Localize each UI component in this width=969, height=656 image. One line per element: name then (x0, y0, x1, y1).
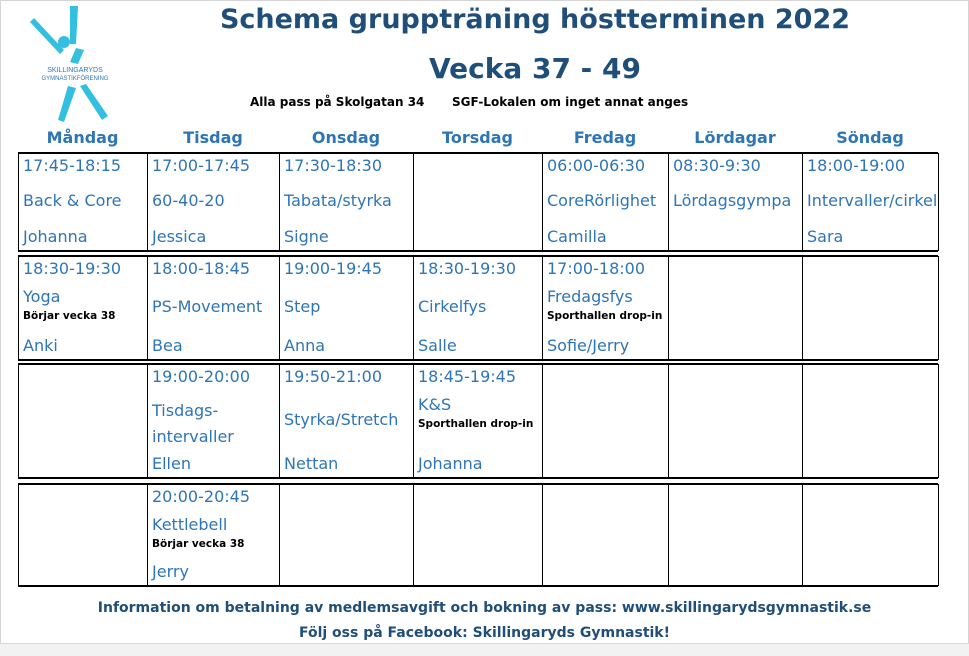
session-time: 18:45-19:45 (418, 367, 516, 386)
session-activity: Lördagsgympa (673, 191, 792, 210)
session-activity: Step (284, 297, 321, 316)
session-time: 18:30-19:30 (23, 259, 121, 278)
schedule-cell (279, 256, 413, 360)
session-time: 17:00-18:00 (547, 259, 645, 278)
session-note: Sporthallen drop-in (418, 418, 534, 430)
session-activity: Styrka/Stretch (284, 410, 399, 429)
row-1-col-border-7 (938, 256, 939, 360)
row-0-col-border-3 (413, 153, 414, 251)
session-time: 18:00-19:00 (807, 156, 905, 175)
club-logo (20, 4, 130, 124)
row-0-col-border-7 (938, 153, 939, 251)
session-activity: Tabata/styrka (284, 191, 392, 210)
row-2-col-border-5 (668, 364, 669, 478)
location-note: SGF-Lokalen om inget annat anges (452, 95, 689, 109)
day-header-5: Lördagar (694, 128, 776, 147)
session-time: 18:30-19:30 (418, 259, 516, 278)
row-3-col-border-4 (542, 484, 543, 586)
schedule-cell (279, 153, 413, 251)
row-2-col-border-6 (802, 364, 803, 478)
day-header-3: Torsdag (442, 128, 513, 147)
session-activity: Yoga (23, 287, 61, 306)
session-instructor: Bea (152, 336, 183, 355)
schedule-cell (147, 484, 279, 586)
session-instructor: Salle (418, 336, 457, 355)
schedule-cell (147, 256, 279, 360)
schedule-cell (542, 153, 668, 251)
session-instructor: Sofie/Jerry (547, 336, 630, 355)
session-instructor: Anki (23, 336, 58, 355)
day-header-2: Onsdag (311, 128, 381, 147)
session-instructor: Johanna (418, 454, 483, 473)
session-activity: K&S (418, 395, 452, 414)
session-activity: Intervaller/cirkel (807, 191, 938, 210)
row-2-col-border-0 (18, 364, 19, 478)
schedule-cell (413, 256, 542, 360)
page-bottom-edge (0, 643, 969, 656)
row-3-col-border-3 (413, 484, 414, 586)
svg-text:GYMNASTIKFÖRENING: GYMNASTIKFÖRENING (41, 76, 109, 82)
day-header-4: Fredag (573, 128, 637, 147)
row-2-col-border-4 (542, 364, 543, 478)
row-2-col-border-7 (938, 364, 939, 478)
session-time: 17:00-17:45 (152, 156, 250, 175)
session-activity: 60-40-20 (152, 191, 225, 210)
session-instructor: Anna (284, 336, 326, 355)
footer-facebook: Följ oss på Facebook: Skillingaryds Gymnastik! (298, 625, 671, 641)
schedule-cell (413, 364, 542, 478)
session-activity: Kettlebell (152, 515, 228, 534)
schedule-cell (147, 153, 279, 251)
session-note: Börjar vecka 38 (23, 310, 116, 322)
session-time: 20:00-20:45 (152, 487, 250, 506)
session-instructor: Camilla (547, 227, 607, 246)
session-instructor: Nettan (284, 454, 339, 473)
session-time: 08:30-9:30 (673, 156, 761, 175)
footer-info: Information om betalning av medlemsavgift och bokning av pass: www.skillingarydsgymnastik.se (97, 600, 872, 616)
day-header-0: Måndag (46, 128, 119, 147)
session-time: 19:00-19:45 (284, 259, 382, 278)
schedule-cell (542, 256, 668, 360)
session-instructor: Ellen (152, 454, 191, 473)
session-activity: CoreRörlighet (547, 191, 657, 210)
session-activity: Cirkelfys (418, 297, 487, 316)
row-3-col-border-2 (279, 484, 280, 586)
schedule-cell (18, 153, 147, 251)
session-time: 17:45-18:15 (23, 156, 121, 175)
session-time: 17:30-18:30 (284, 156, 382, 175)
row-1-col-border-6 (802, 256, 803, 360)
session-activity: PS-Movement (152, 297, 263, 316)
session-time: 19:00-20:00 (152, 367, 250, 386)
session-note: Sporthallen drop-in (547, 310, 663, 322)
schedule-cell (802, 153, 938, 251)
session-note: Börjar vecka 38 (152, 538, 245, 550)
schedule-cell (279, 364, 413, 478)
session-instructor: Jerry (152, 562, 189, 581)
session-instructor: Sara (807, 227, 844, 246)
row-3-col-border-6 (802, 484, 803, 586)
session-activity: Tisdags- (152, 401, 219, 420)
session-activity: intervaller (152, 427, 234, 446)
session-instructor: Signe (284, 227, 329, 246)
session-instructor: Johanna (23, 227, 88, 246)
location-main: Alla pass på Skolgatan 34 (250, 95, 425, 109)
day-header-6: Söndag (836, 128, 904, 147)
session-activity: Back & Core (23, 191, 122, 210)
page-title: Schema gruppträning höstterminen 2022 (219, 4, 851, 35)
session-time: 06:00-06:30 (547, 156, 645, 175)
row-3-col-border-5 (668, 484, 669, 586)
day-header-1: Tisdag (183, 128, 243, 147)
row-3-col-border-7 (938, 484, 939, 586)
row-1-col-border-5 (668, 256, 669, 360)
session-time: 19:50-21:00 (284, 367, 382, 386)
schedule-cell (18, 256, 147, 360)
session-activity: Fredagsfys (547, 287, 633, 306)
weeks-heading: Vecka 37 - 49 (428, 52, 642, 85)
session-time: 18:00-18:45 (152, 259, 250, 278)
schedule-cell (668, 153, 802, 251)
row-3-col-border-0 (18, 484, 19, 586)
session-instructor: Jessica (152, 227, 207, 246)
schedule-cell (147, 364, 279, 478)
svg-text:SKILLINGARYDS: SKILLINGARYDS (47, 67, 103, 74)
